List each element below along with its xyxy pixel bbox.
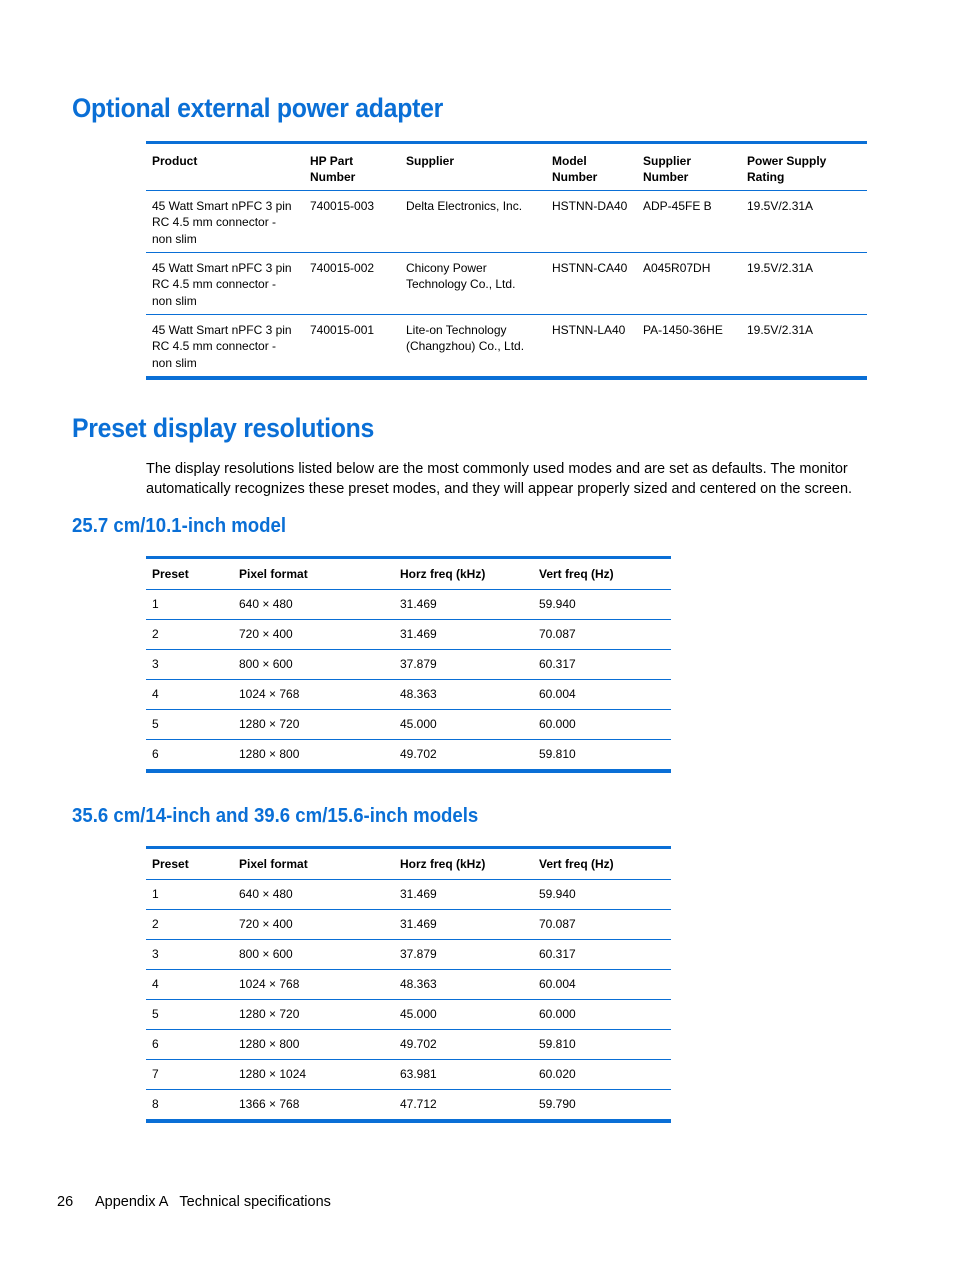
cell-supplier-number: A045R07DH (637, 253, 741, 315)
table-row (146, 1060, 671, 1090)
cell-preset: 8 (146, 1090, 233, 1122)
table-row (146, 650, 671, 680)
cell-horz-freq: 47.712 (394, 1090, 533, 1122)
cell-horz-freq: 49.702 (394, 740, 533, 772)
cell-pixel-format: 640 × 480 (239, 597, 293, 611)
adapter-table (146, 141, 867, 380)
cell-preset: 5 (146, 710, 233, 740)
cell-preset: 4 (146, 680, 233, 710)
table-row (146, 191, 867, 253)
col-vert-freq: Vert freq (Hz) (533, 848, 671, 880)
cell-horz-freq: 31.469 (394, 620, 533, 650)
cell-preset: 6 (146, 1030, 233, 1060)
cell-horz-freq: 63.981 (394, 1060, 533, 1090)
cell-preset: 4 (146, 970, 233, 1000)
table-row (146, 590, 671, 620)
cell-preset: 6 (146, 740, 233, 772)
cell-hp-part-number: 740015-003 (310, 199, 375, 213)
cell-supplier-number: PA-1450-36HE (637, 315, 741, 379)
cell-vert-freq: 59.790 (533, 1090, 671, 1122)
table-row (146, 1030, 671, 1060)
table-row (146, 740, 671, 772)
cell-horz-freq: 48.363 (394, 970, 533, 1000)
col-pixel-format: Pixel format (233, 848, 394, 880)
cell-horz-freq: 37.879 (394, 650, 533, 680)
cell-horz-freq: 49.702 (394, 1030, 533, 1060)
cell-pixel-format: 1280 × 1024 (233, 1060, 394, 1090)
col-preset: Preset (146, 558, 233, 590)
col-product: Product (146, 143, 304, 191)
cell-horz-freq: 48.363 (394, 680, 533, 710)
model2-title: 35.6 cm/14-inch and 39.6 cm/15.6-inch models (72, 805, 479, 827)
cell-horz-freq: 31.469 (394, 910, 533, 940)
col-hp-part-number: HP Part Number (304, 143, 400, 191)
model2-resolution-table (146, 846, 671, 1123)
cell-power-supply-rating: 19.5V/2.31A (747, 199, 814, 213)
cell-preset: 3 (146, 940, 233, 970)
cell-model-number: HSTNN-CA40 (546, 253, 637, 315)
table-row (146, 880, 671, 910)
col-supplier: Supplier (400, 143, 546, 191)
cell-horz-freq: 45.000 (394, 1000, 533, 1030)
cell-hp-part-number: 740015-002 (304, 253, 400, 315)
cell-pixel-format: 1280 × 720 (233, 710, 394, 740)
cell-vert-freq: 59.940 (539, 887, 576, 901)
page-number: 26 (57, 1194, 74, 1210)
cell-vert-freq: 60.000 (533, 1000, 671, 1030)
table-row (146, 1090, 671, 1122)
table-row (146, 970, 671, 1000)
model1-resolution-table (146, 556, 671, 773)
cell-pixel-format: 800 × 600 (233, 650, 394, 680)
col-vert-freq: Vert freq (Hz) (533, 558, 671, 590)
col-supplier-number: Supplier Number (637, 143, 741, 191)
cell-horz-freq: 31.469 (400, 887, 437, 901)
cell-pixel-format: 1280 × 800 (233, 740, 394, 772)
cell-pixel-format: 720 × 400 (233, 910, 394, 940)
table-row (146, 1000, 671, 1030)
cell-preset: 7 (146, 1060, 233, 1090)
col-pixel-format: Pixel format (233, 558, 394, 590)
col-horz-freq: Horz freq (kHz) (394, 848, 533, 880)
table-row (146, 710, 671, 740)
cell-horz-freq: 37.879 (394, 940, 533, 970)
cell-vert-freq: 60.004 (533, 680, 671, 710)
cell-vert-freq: 59.810 (533, 1030, 671, 1060)
cell-preset: 2 (146, 620, 233, 650)
col-model-number: Model Number (546, 143, 637, 191)
adapter-section-title: Optional external power adapter (72, 93, 444, 123)
cell-power-supply-rating: 19.5V/2.31A (741, 253, 867, 315)
cell-product: 45 Watt Smart nPFC 3 pin RC 4.5 mm connector - non slim (146, 253, 304, 315)
cell-model-number: HSTNN-LA40 (546, 315, 637, 379)
table-row (146, 680, 671, 710)
cell-vert-freq: 60.020 (533, 1060, 671, 1090)
cell-vert-freq: 70.087 (533, 620, 671, 650)
cell-vert-freq: 70.087 (533, 910, 671, 940)
cell-preset: 2 (146, 910, 233, 940)
cell-vert-freq: 59.940 (539, 597, 576, 611)
cell-hp-part-number: 740015-001 (304, 315, 400, 379)
table-row (146, 315, 867, 379)
cell-vert-freq: 60.317 (533, 940, 671, 970)
cell-supplier-number: ADP-45FE B (643, 199, 712, 213)
cell-preset: 3 (146, 650, 233, 680)
cell-model-number: HSTNN-DA40 (552, 199, 628, 213)
cell-vert-freq: 59.810 (533, 740, 671, 772)
cell-pixel-format: 1280 × 720 (233, 1000, 394, 1030)
cell-pixel-format: 1024 × 768 (233, 680, 394, 710)
resolutions-intro: The display resolutions listed below are the most commonly used modes and are set as defaults. The monitor automatically recognizes these preset modes, and they will appear properly sized and centered on the screen. (146, 461, 853, 497)
cell-vert-freq: 60.317 (533, 650, 671, 680)
table-row (146, 910, 671, 940)
cell-pixel-format: 640 × 480 (239, 887, 293, 901)
col-preset: Preset (146, 848, 233, 880)
col-power-supply-rating: Power Supply Rating (741, 143, 867, 191)
col-horz-freq: Horz freq (kHz) (394, 558, 533, 590)
cell-product: 45 Watt Smart nPFC 3 pin RC 4.5 mm connector - non slim (146, 315, 304, 379)
cell-pixel-format: 720 × 400 (233, 620, 394, 650)
cell-horz-freq: 31.469 (400, 597, 437, 611)
cell-pixel-format: 1366 × 768 (233, 1090, 394, 1122)
cell-pixel-format: 800 × 600 (233, 940, 394, 970)
model1-title: 25.7 cm/10.1-inch model (72, 515, 287, 537)
cell-supplier: Delta Electronics, Inc. (406, 199, 523, 213)
cell-vert-freq: 60.004 (533, 970, 671, 1000)
table-row (146, 940, 671, 970)
cell-supplier: Chicony Power Technology Co., Ltd. (400, 253, 546, 315)
cell-horz-freq: 45.000 (394, 710, 533, 740)
cell-preset: 5 (146, 1000, 233, 1030)
cell-supplier: Lite-on Technology (Changzhou) Co., Ltd. (400, 315, 546, 379)
table-row (146, 620, 671, 650)
table-row (146, 253, 867, 315)
cell-preset: 1 (152, 887, 159, 901)
cell-preset: 1 (152, 597, 159, 611)
cell-product: 45 Watt Smart nPFC 3 pin RC 4.5 mm connector - non slim (152, 199, 292, 246)
footer-chapter: Appendix A Technical specifications (95, 1194, 331, 1210)
resolutions-section-title: Preset display resolutions (72, 413, 375, 443)
cell-pixel-format: 1280 × 800 (233, 1030, 394, 1060)
cell-power-supply-rating: 19.5V/2.31A (741, 315, 867, 379)
cell-pixel-format: 1024 × 768 (233, 970, 394, 1000)
cell-vert-freq: 60.000 (533, 710, 671, 740)
